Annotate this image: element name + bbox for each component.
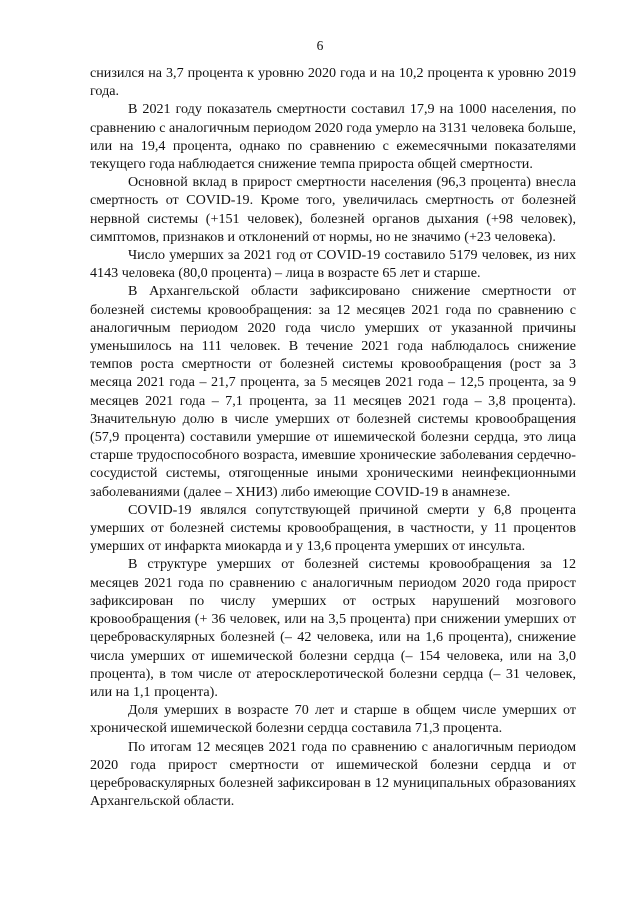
page-number: 6 [316, 38, 324, 53]
paragraph: В 2021 году показатель смертности составил 17,9 на 1000 населения, по сравнению с аналогичным периодом 2020 года умерло на 3131 человека больше, или на 19,4 процента, однако по сравнению с ежемесячными показателями текущего года наблюдается снижение темпа прироста общей смертности. [90, 101, 576, 173]
paragraph: В структуре умерших от болезней системы кровообращения за 12 месяцев 2021 года по сравнению с аналогичным периодом 2020 года прирост зафиксирован по числу умерших от острых нарушений мозгового кровообращения (+ 36 человек, или на 3,5 процента) при снижении умерших от цереброваскулярных болезней (– 42 человека, или на 1,6 процента), снижение числа умерших от ишемической болезни сердца (– 154 человека, или на 3,0 процента), в том числе от атеросклеротической болезни сердца (– 31 человек, или на 1,1 процента). [90, 556, 576, 700]
document-body [90, 64, 576, 810]
paragraph: В Архангельской области зафиксировано снижение смертности от болезней системы кровообращения: за 12 месяцев 2021 года по сравнению с аналогичным периодом 2020 года число умерших от указанной причины уменьшилось на 111 человек. В течение 2021 года наблюдалось снижение темпов роста смертности от болезней системы кровообращения (рост за 3 месяца 2021 года – 21,7 процента, за 5 месяцев 2021 года – 12,5 процента, за 9 месяцев 2021 года – 7,1 процента, за 11 месяцев 2021 года – 3,8 процента). Значительную долю в числе умерших от болезней системы кровообращения (57,9 процента) составили умершие от ишемической болезни сердца, это лица старше трудоспособного возраста, имевшие хронические заболевания сердечно-сосудистой системы, отягощенные иными хроническими неинфекционными заболеваниями (далее – ХНИЗ) либо имеющие COVID-19 в анамнезе. [90, 283, 576, 500]
paragraph: снизился на 3,7 процента к уровню 2020 года и на 10,2 процента к уровню 2019 года. [90, 65, 576, 100]
paragraph: По итогам 12 месяцев 2021 года по сравнению с аналогичным периодом 2020 года прирост смертности от ишемической болезни сердца и от цереброваскулярных болезней зафиксирован в 12 муниципальных образованиях Архангельской области. [90, 738, 576, 810]
paragraph: Число умерших за 2021 год от COVID-19 составило 5179 человек, из них 4143 человека (80,0 процента) – лица в возрасте 65 лет и старше. [90, 247, 576, 282]
paragraph: COVID-19 являлся сопутствующей причиной смерти у 6,8 процента умерших от болезней системы кровообращения, в частности, у 11 процентов умерших от инфаркта миокарда и у 13,6 процента умерших от инсульта. [90, 501, 576, 555]
paragraph: Доля умерших в возрасте 70 лет и старше в общем числе умерших от хронической ишемической болезни сердца составила 71,3 процента. [90, 702, 576, 737]
paragraph: Основной вклад в прирост смертности населения (96,3 процента) внесла смертность от COVID-19. Кроме того, увеличилась смертность от болезней нервной системы (+151 человек), болезней органов дыхания (+98 человек), симптомов, признаков и отклонений от нормы, но не значимо (+23 человека). [90, 174, 576, 245]
